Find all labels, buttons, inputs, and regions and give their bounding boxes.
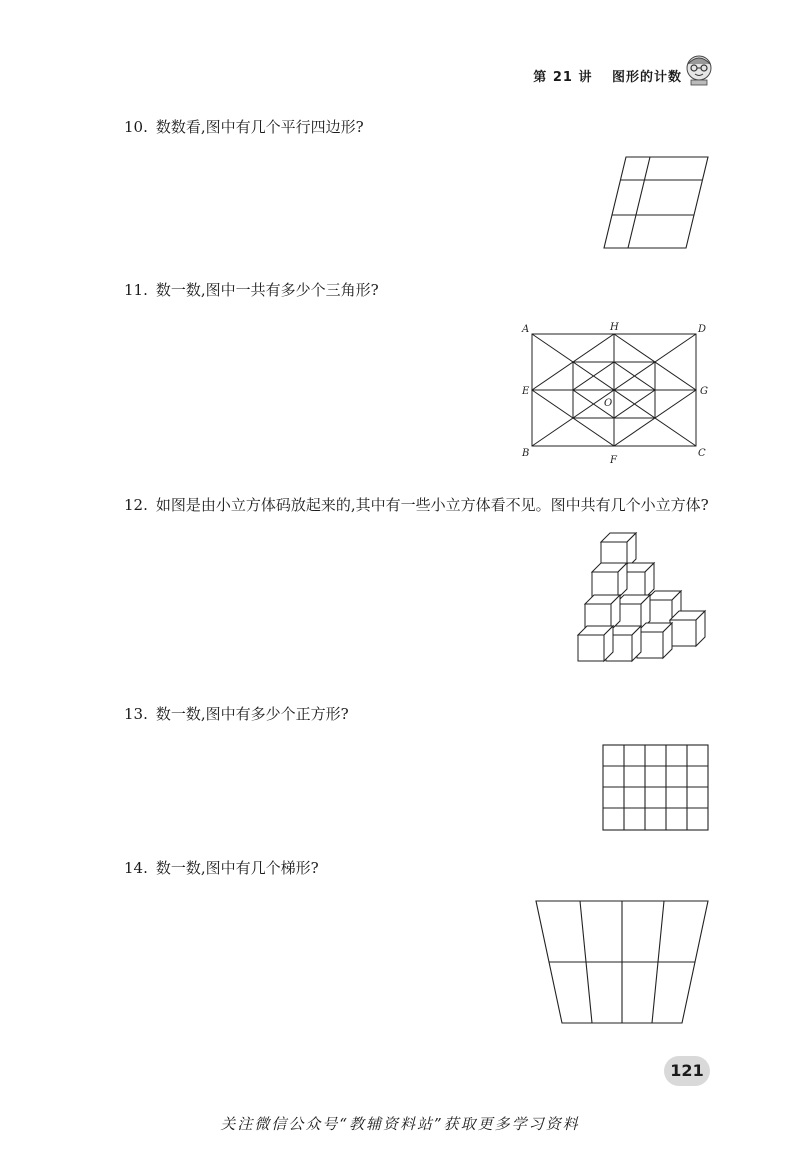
label-C: C	[698, 448, 706, 459]
triangle-figure	[516, 318, 716, 468]
cube-stack-figure	[570, 532, 715, 680]
question-number: 13.	[124, 705, 148, 723]
chapter-title: 图形的计数	[611, 70, 682, 85]
label-E: E	[522, 386, 530, 397]
trapezoid-figure	[532, 898, 712, 1026]
label-H: H	[610, 322, 619, 333]
question-text: 数数看,图中有几个平行四边形?	[155, 118, 364, 136]
question-13	[124, 703, 349, 724]
cube-front-face	[592, 572, 618, 598]
label-B: B	[522, 448, 530, 459]
question-text: 数一数,图中有几个梯形?	[155, 859, 319, 877]
parallelogram-figure	[590, 152, 714, 254]
label-A: A	[522, 324, 530, 335]
question-text: 数一数,图中一共有多少个三角形?	[155, 281, 379, 299]
cube-front-face	[578, 635, 604, 661]
question-text: 如图是由小立方体码放起来的,其中有一些小立方体看不见。图中共有几个小立方体?	[155, 496, 709, 514]
question-number: 10.	[124, 118, 148, 136]
question-14	[124, 857, 319, 878]
question-number: 12.	[124, 496, 148, 514]
question-10	[124, 116, 364, 137]
label-D: D	[698, 324, 707, 335]
question-12	[124, 494, 709, 515]
cube-front-face	[670, 620, 696, 646]
page-number: 121	[664, 1056, 710, 1086]
question-11	[124, 279, 379, 300]
label-O: O	[604, 398, 613, 409]
question-text: 数一数,图中有多少个正方形?	[155, 705, 349, 723]
footer-note: 关注微信公众号“教辅资料站”获取更多学习资料	[220, 1115, 580, 1133]
question-number: 14.	[124, 859, 148, 877]
mascot-icon	[682, 52, 716, 86]
question-number: 11.	[124, 281, 148, 299]
label-G: G	[700, 386, 708, 397]
square-grid-figure	[602, 744, 710, 832]
label-F: F	[610, 455, 617, 466]
chapter-label: 第 21 讲	[533, 70, 593, 85]
page-header	[533, 66, 682, 85]
